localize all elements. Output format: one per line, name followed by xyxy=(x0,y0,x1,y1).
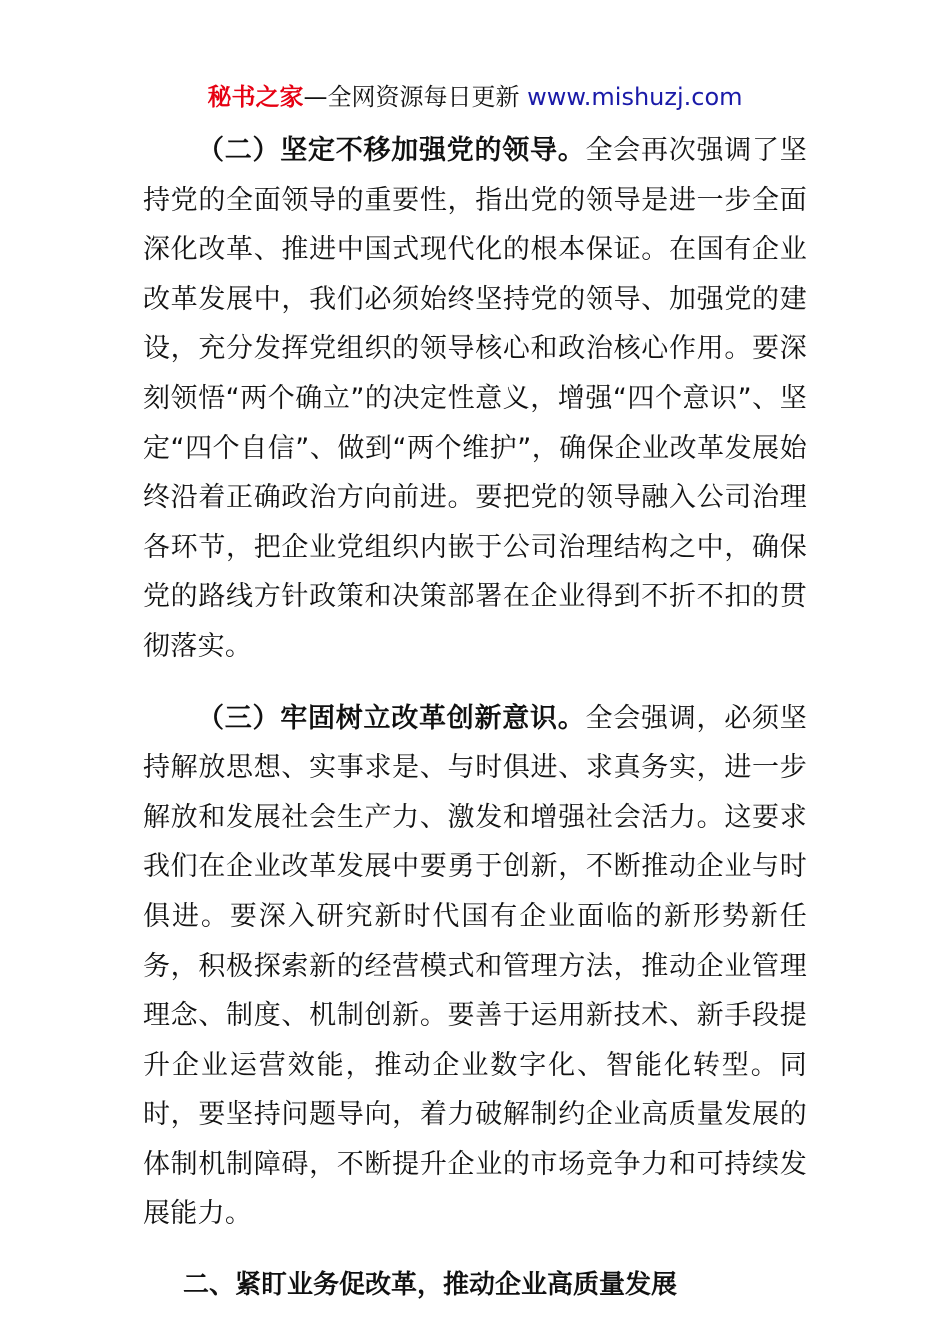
paragraph-text: 全会强调，必须坚持解放思想、实事求是、与时俱进、求真务实，进一步解放和发展社会生产力、激发和增强社会活力。这要求我们在企业改革发展中要勇于创新，不断推动企业与时俱进。要深入研究新时代国有企业面临的新形势新任务，积极探索新的经营模式和管理方法，推动企业管理理念、制度、机制创新。要善于运用新技术、新手段提升企业运营效能，推动企业数字化、智能化转型。同时，要坚持问题导向，着力破解制约企业高质量发展的体制机制障碍，不断提升企业的市场竞争力和可持续发展能力。 xyxy=(143,702,807,1230)
paragraph-text: 全会再次强调了坚持党的全面领导的重要性，指出党的领导是进一步全面深化改革、推进中国式现代化的根本保证。在国有企业改革发展中，我们必须始终坚持党的领导、加强党的建设，充分发挥党组织的领导核心和政治核心作用。要深刻领悟“两个确立”的决定性意义，增强“四个意识”、坚定“四个自信”、做到“两个维护”，确保企业改革发展始终沿着正确政治方向前进。要把党的领导融入公司治理各环节，把企业党组织内嵌于公司治理结构之中，确保党的路线方针政策和决策部署在企业得到不折不扣的贯彻落实。 xyxy=(143,135,807,662)
header-tagline: —全网资源每日更新 xyxy=(303,83,528,111)
paragraph-party-leadership xyxy=(143,126,807,672)
header-brand: 秘书之家 xyxy=(207,83,304,111)
paragraph-lead: （三）牢固树立改革创新意识。 xyxy=(197,702,586,734)
document-body xyxy=(143,126,807,1311)
paragraph-lead: （二）坚定不移加强党的领导。 xyxy=(197,135,586,166)
paragraph-reform-innovation xyxy=(143,694,807,1240)
page-header xyxy=(0,82,950,112)
header-url[interactable]: www.mishuzj.com xyxy=(527,83,743,111)
section-heading: 二、紧盯业务促改革，推动企业高质量发展 xyxy=(183,1270,678,1301)
